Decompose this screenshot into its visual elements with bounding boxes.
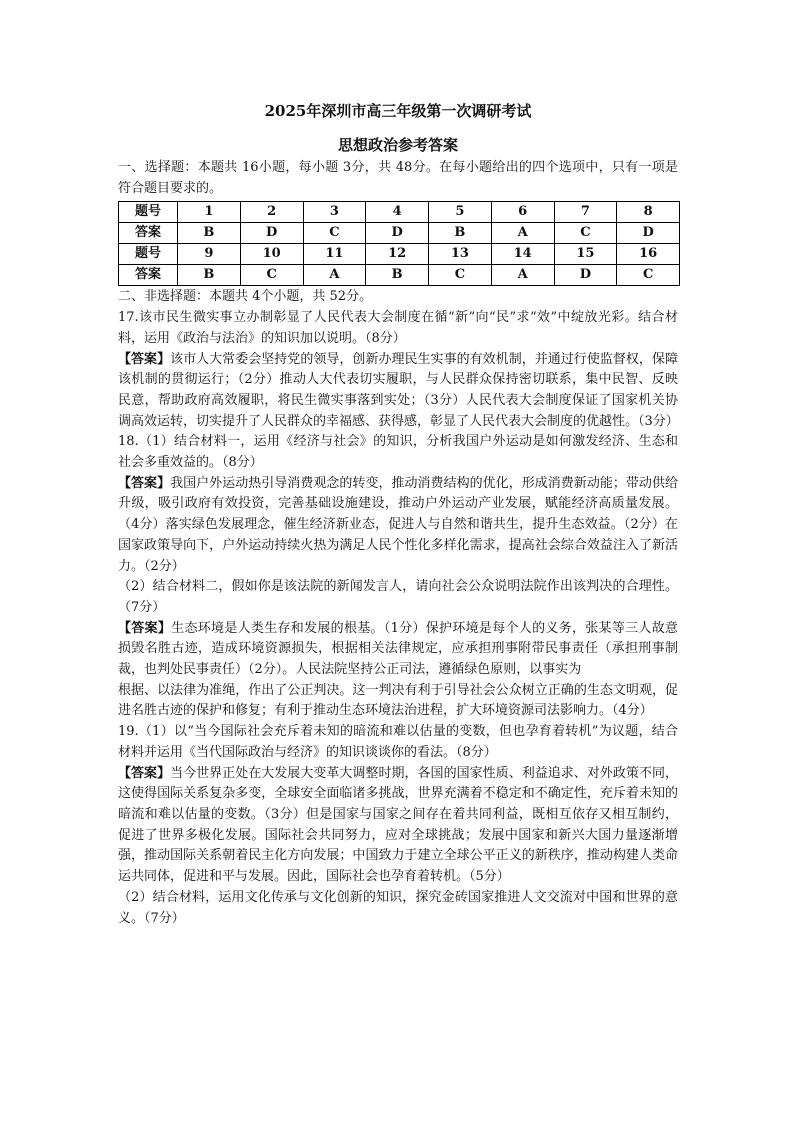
table-cell: 7 [554, 202, 617, 223]
table-cell: C [554, 223, 617, 244]
table-cell: B [429, 223, 492, 244]
table-cell: A [491, 265, 554, 286]
answer-18-2 [118, 619, 678, 681]
table-row [119, 265, 680, 286]
answer-text: 我国户外运动热引导消费观念的转变，推动消费结构的优化，形成消费新动能；带动供给升级，吸引政府有效投资，完善基础设施建设，推动户外运动产业发展，赋能经济高质量发展。（4分）落实绿色发展理念，催生经济新业态，促进人与自然和谐共生，提升生态效益。（2分）在国家政策导向下，户外运动持续火热为满足人民个性化多样化需求，提高社会综合效益注入了新活力。（2分） [118, 475, 678, 574]
document-subtitle: 思想政治参考答案 [337, 136, 458, 154]
answer-tag: 【答案】 [118, 620, 172, 636]
table-cell: D [240, 223, 303, 244]
table-cell: 9 [178, 244, 241, 265]
table-cell: C [240, 265, 303, 286]
table-cell: 1 [178, 202, 241, 223]
table-cell: 15 [554, 244, 617, 265]
answer-text: 生态环境是人类生存和发展的根基。（1分）保护环境是每个人的义务，张某等三人故意损毁名胜古迹，造成环境资源损失，根据相关法律规定，应承担刑事附带民事责任（承担刑事制裁，也判处民事责任）（2分）。人民法院坚持公正司法，遵循绿色原则，以事实为 [118, 620, 678, 678]
section-1-heading: 一、选择题：本题共 16小题，每小题 3分，共 48分。在每小题给出的四个选项中，只有一项是符合题目要求的。 [118, 160, 678, 196]
answer-18-1 [118, 474, 678, 578]
answer-17 [118, 350, 678, 433]
table-cell: 题号 [119, 244, 178, 265]
table-cell: D [554, 265, 617, 286]
table-cell: B [178, 223, 241, 244]
answer-text: 该市人大常委会坚持党的领导，创新办理民生实事的有效机制，并通过行使监督权，保障该机制的贯彻运行；（2分）推动人大代表切实履职，与人民群众保持密切联系，集中民智、反映民意，帮助政府高效履职，将民生微实事落到实处；（3分）人民代表大会制度保证了国家机关协调高效运转，切实提升了人民群众的幸福感、获得感，彰显了人民代表大会制度的优越性。（3分） [118, 351, 679, 429]
question-19-1: 19.（1）以“当今国际社会充斥着未知的暗流和难以估量的变数，但也孕育着转机”为议题，结合材料并运用《当代国际政治与经济》的知识谈谈你的看法。（8分） [118, 724, 678, 760]
answer-tag: 【答案】 [118, 475, 171, 491]
table-cell: 答案 [119, 223, 178, 244]
table-cell: D [366, 223, 429, 244]
answer-table [118, 201, 680, 286]
answer-18-2-continued: 根据、以法律为准绳，作出了公正判决。这一判决有利于引导社会公众树立正确的生态文明观，促进名胜古迹的保护和修复；有利于推动生态环境法治进程，扩大环境资源司法影响力。（4分） [118, 682, 678, 719]
table-cell: B [178, 265, 241, 286]
table-cell: 14 [491, 244, 554, 265]
table-cell: C [429, 265, 492, 286]
question-18-1: 18.（1）结合材料一，运用《经济与社会》的知识，分析我国户外运动是如何激发经济、生态和社会多重效益的。（8分） [118, 434, 678, 471]
answer-19-1 [118, 764, 678, 888]
document-title: 2025年深圳市高三年级第一次调研考试 [264, 102, 532, 120]
table-cell: 3 [303, 202, 366, 223]
answer-text: 当今世界正处在大发展大变革大调整时期，各国的国家性质、利益追求、对外政策不同，这使得国际关系复杂多变，全球安全面临诸多挑战，世界充满着不稳定和不确定性，充斥着未知的暗流和难以估量的变数。（3分）但是国家与国家之间存在着共同利益，既相互依存又相互制约，促进了世界多极化发展。国际社会共同努力，应对全球挑战；发展中国家和新兴大国力量逐渐增强，推动国际关系朝着民主化方向发展；中国致力于建立全球公平正义的新秩序，推动构建人类命运共同体，促进和平与发展。因此，国际社会也孕育着转机。（5分） [118, 765, 678, 885]
table-cell: D [617, 223, 680, 244]
table-cell: 答案 [119, 265, 178, 286]
table-cell: A [491, 223, 554, 244]
table-cell: 6 [491, 202, 554, 223]
table-cell: 12 [366, 244, 429, 265]
table-cell: 16 [617, 244, 680, 265]
table-cell: A [303, 265, 366, 286]
table-cell: 5 [429, 202, 492, 223]
table-cell: C [303, 223, 366, 244]
question-18-2: （2）结合材料二，假如你是该法院的新闻发言人，请向社会公众说明法院作出该判决的合理性。（7分） [118, 579, 678, 615]
table-cell: 13 [429, 244, 492, 265]
table-row [119, 202, 680, 223]
table-cell: 题号 [119, 202, 178, 223]
table-row [119, 244, 680, 265]
table-cell: 4 [366, 202, 429, 223]
question-19-2: （2）结合材料，运用文化传承与文化创新的知识，探究金砖国家推进人文交流对中国和世界的意义。（7分） [118, 889, 678, 926]
question-17: 17.该市民生微实事立办制彰显了人民代表大会制度在循“新”向“民”求“效”中绽放光彩。结合材料，运用《政治与法治》的知识加以说明。（8分） [118, 310, 678, 346]
table-cell: 10 [240, 244, 303, 265]
table-row [119, 223, 680, 244]
table-cell: B [366, 265, 429, 286]
section-2-heading: 二、非选择题：本题共 4个小题，共 52分。 [118, 289, 373, 305]
table-cell: 11 [303, 244, 366, 265]
answer-tag: 【答案】 [118, 765, 171, 781]
table-cell: C [617, 265, 680, 286]
table-cell: 8 [617, 202, 680, 223]
answer-document [118, 100, 678, 929]
answer-tag: 【答案】 [118, 351, 171, 367]
table-cell: 2 [240, 202, 303, 223]
